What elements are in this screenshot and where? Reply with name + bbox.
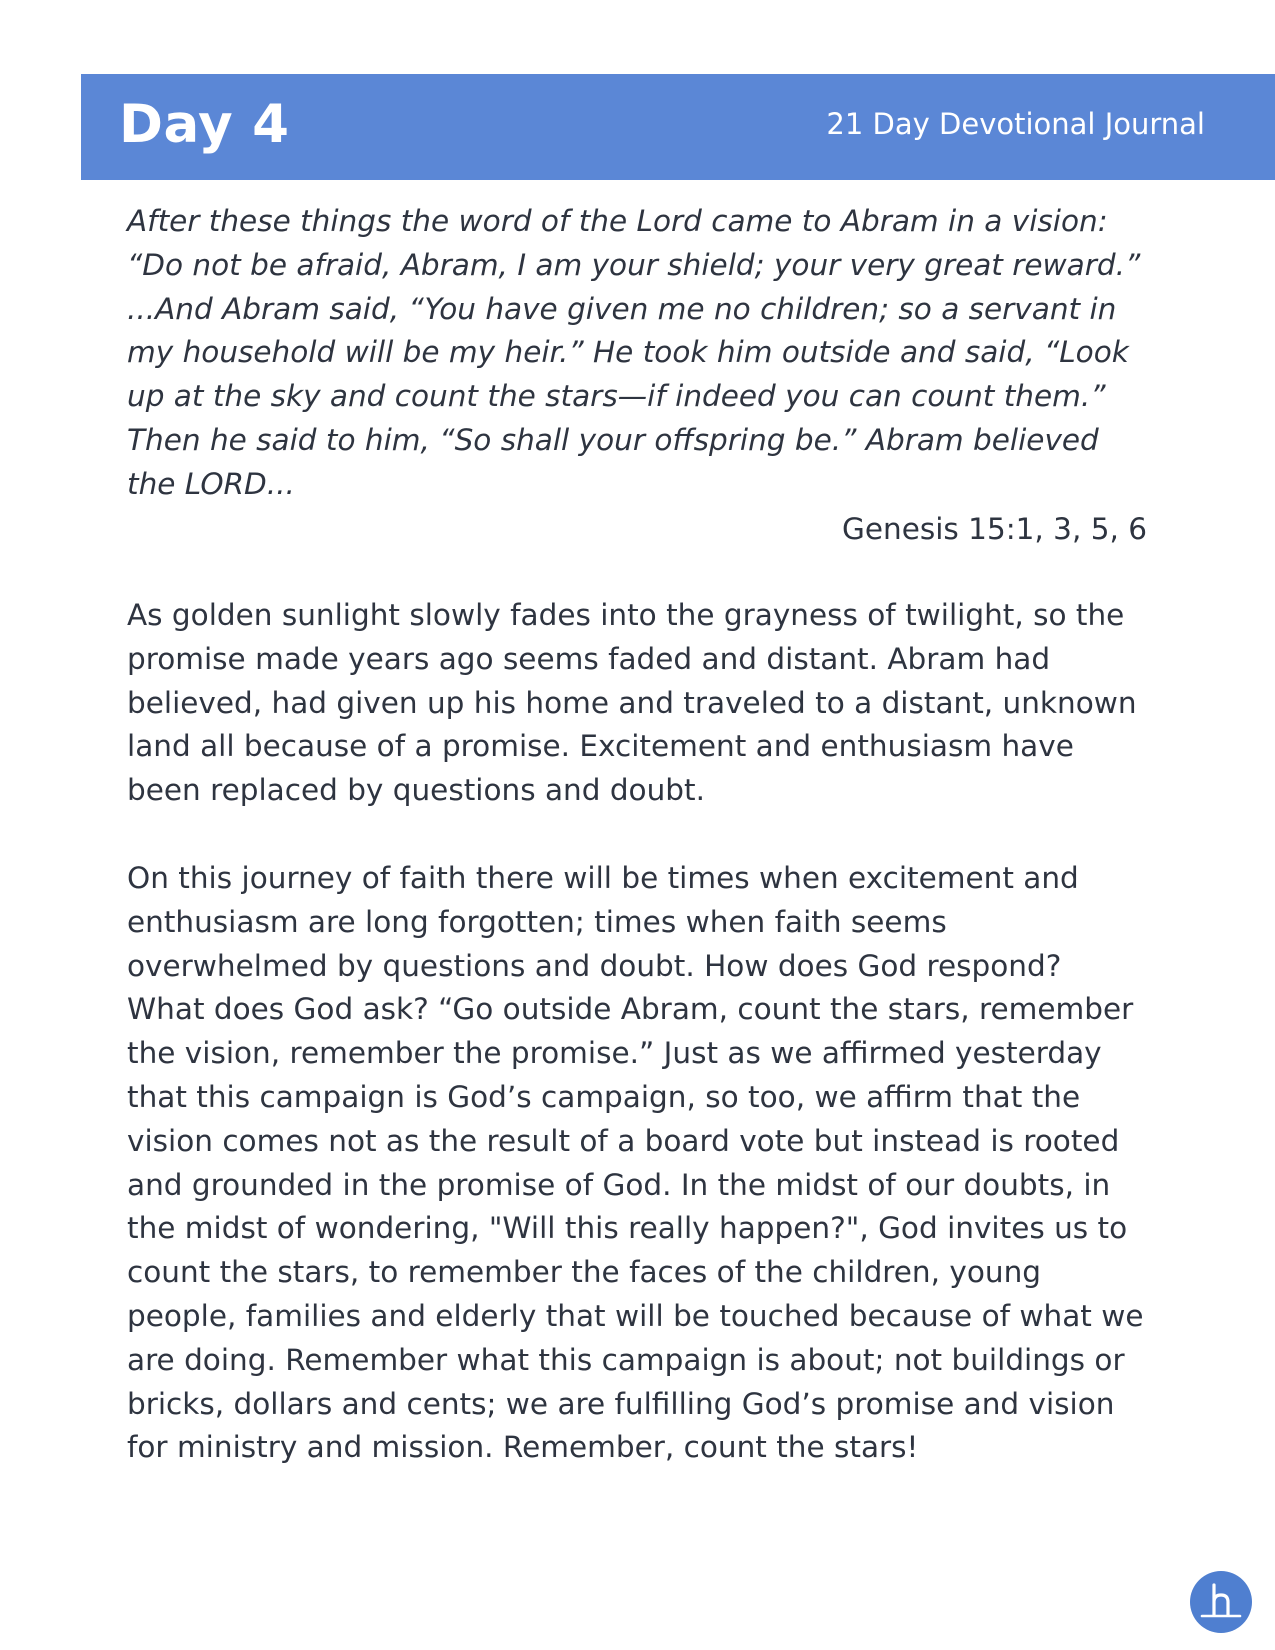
header-band bbox=[81, 74, 1275, 180]
h-logo-icon bbox=[1190, 1571, 1252, 1633]
h-logo-glyph bbox=[1190, 1571, 1252, 1633]
day-title: Day 4 bbox=[119, 94, 290, 155]
scripture-reference: Genesis 15:1, 3, 5, 6 bbox=[842, 512, 1147, 546]
body-paragraph-2: On this journey of faith there will be times when excitement and enthusiasm are long forgotten; times when faith seems overwhelmed by questions and doubt. How does God respond? What does God ask? “Go outside Abram, count the stars, remember the vision, remember the promise.” Just as we affirmed yesterday that this campaign is God’s campaign, so too, we affirm that the vision comes not as the result of a board vote but instead is rooted and grounded in the promise of God. In the midst of our doubts, in the midst of wondering, "Will this really happen?", God invites us to count the stars, to remember the faces of the children, young people, families and elderly that will be touched because of what we are doing. Remember what this campaign is about; not buildings or bricks, dollars and cents; we are fulfilling God’s promise and vision for ministry and mission. Remember, count the stars! bbox=[127, 861, 1144, 1465]
scripture-quote: After these things the word of the Lord came to Abram in a vision: “Do not be afraid, Abram, I am your shield; your very great reward.” ...And Abram said, “You have given me no children; so a servant in my household will be my heir.” He took him outside and said, “Look up at the sky and count the stars—if indeed you can count them.” Then he said to him, “So shall your offspring be.” Abram believed the LORD... bbox=[127, 204, 1141, 501]
body-paragraph-1: As golden sunlight slowly fades into the grayness of twilight, so the promise made years ago seems faded and distant. Abram had believed, had given up his home and traveled to a distant, unknown land all because of a promise. Excitement and enthusiasm have been replaced by questions and doubt. bbox=[127, 598, 1137, 808]
journal-title: 21 Day Devotional Journal bbox=[826, 107, 1205, 141]
